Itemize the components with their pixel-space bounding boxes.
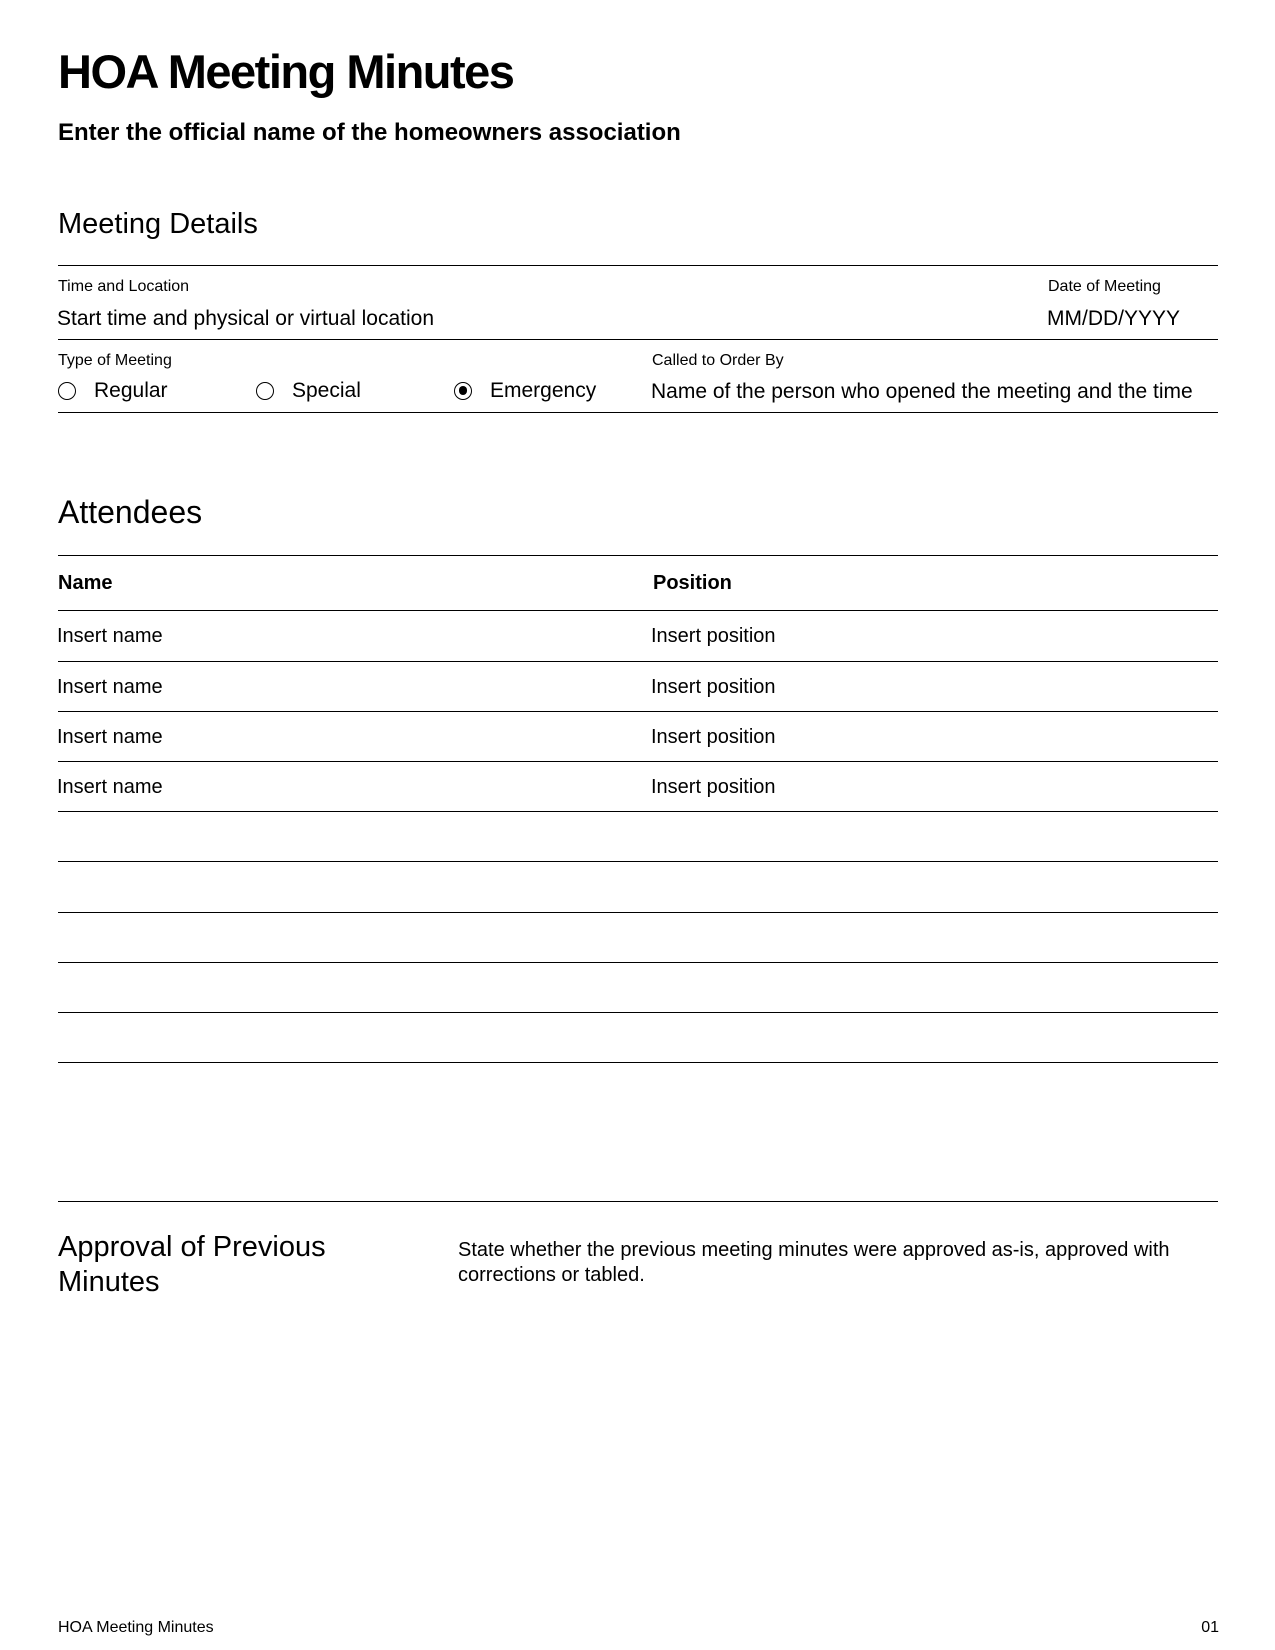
- approval-heading: Approval of Previous Minutes: [58, 1231, 326, 1298]
- footer-title: HOA Meeting Minutes: [58, 1619, 214, 1636]
- table-divider: [58, 610, 1218, 611]
- attendee-position-field[interactable]: Insert position: [651, 776, 776, 798]
- radio-circle-icon: [256, 382, 274, 400]
- radio-regular[interactable]: [58, 380, 168, 401]
- radio-label: Emergency: [490, 379, 597, 402]
- called-to-order-label: Called to Order By: [652, 352, 784, 369]
- meeting-details-heading: Meeting Details: [58, 208, 258, 240]
- table-row-divider: [58, 661, 1218, 662]
- radio-label: Special: [292, 379, 361, 402]
- attendee-name-field[interactable]: Insert name: [57, 625, 163, 647]
- radio-label: Regular: [94, 379, 168, 402]
- time-location-field[interactable]: Start time and physical or virtual location: [57, 307, 435, 330]
- empty-row-line: [58, 1012, 1218, 1013]
- attendee-position-field[interactable]: Insert position: [651, 625, 776, 647]
- table-row-divider: [58, 761, 1218, 762]
- divider: [58, 412, 1218, 413]
- empty-row-line: [58, 912, 1218, 913]
- attendee-name-field[interactable]: Insert name: [57, 726, 163, 748]
- radio-emergency[interactable]: [454, 380, 596, 401]
- divider: [58, 555, 1218, 556]
- radio-circle-icon: [58, 382, 76, 400]
- empty-row-line: [58, 1062, 1218, 1063]
- attendees-heading: Attendees: [58, 494, 203, 530]
- divider: [58, 265, 1218, 266]
- date-of-meeting-label: Date of Meeting: [1048, 278, 1161, 295]
- attendee-position-field[interactable]: Insert position: [651, 726, 776, 748]
- attendee-name-field[interactable]: Insert name: [57, 776, 163, 798]
- empty-row-line: [58, 962, 1218, 963]
- radio-checked-icon: [454, 382, 472, 400]
- time-location-label: Time and Location: [58, 278, 190, 295]
- date-of-meeting-field[interactable]: MM/DD/YYYY: [1047, 307, 1181, 330]
- table-row-divider: [58, 811, 1218, 812]
- radio-special[interactable]: [256, 380, 361, 401]
- column-header-name: Name: [58, 572, 113, 594]
- table-row-divider: [58, 711, 1218, 712]
- empty-row-line: [58, 861, 1218, 862]
- attendee-name-field[interactable]: Insert name: [57, 676, 163, 698]
- approval-notes-field[interactable]: State whether the previous meeting minutes were approved as-is, approved with corrections or tabled.: [458, 1239, 1170, 1286]
- divider: [58, 339, 1218, 340]
- column-header-position: Position: [653, 572, 732, 594]
- type-of-meeting-label: Type of Meeting: [58, 352, 172, 369]
- called-to-order-field[interactable]: Name of the person who opened the meeting and the time: [651, 380, 1193, 403]
- attendee-position-field[interactable]: Insert position: [651, 676, 776, 698]
- divider: [58, 1201, 1218, 1202]
- page-number: 01: [1201, 1619, 1219, 1636]
- page-title: HOA Meeting Minutes: [58, 45, 514, 98]
- association-name-field[interactable]: Enter the official name of the homeowners association: [58, 119, 681, 146]
